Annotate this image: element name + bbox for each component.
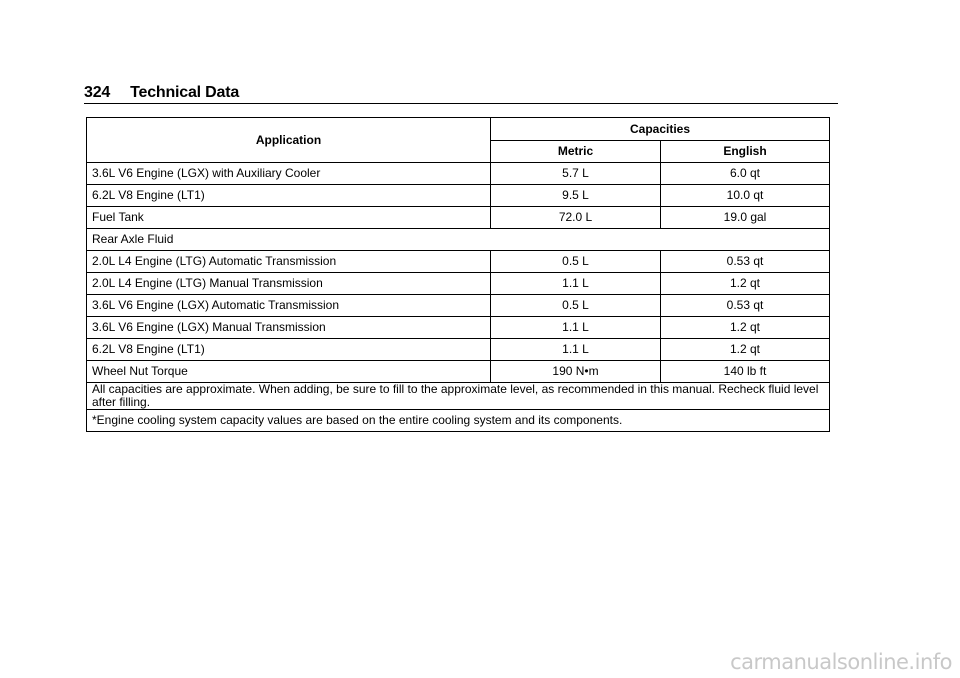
row-label: 3.6L V6 Engine (LGX) Automatic Transmission [87,295,491,317]
english-value: 19.0 gal [661,207,830,229]
section-title: Technical Data [130,84,240,101]
metric-value: 1.1 L [491,317,661,339]
header-application: Application [87,118,491,163]
section-label: Rear Axle Fluid [87,229,830,251]
metric-value: 1.1 L [491,339,661,361]
capacity-note: All capacities are approximate. When adding, be sure to fill to the approximate level, as recommended in this manual. Recheck fluid level after filling. [87,383,830,410]
header-english: English [661,141,830,163]
row-label: 3.6L V6 Engine (LGX) with Auxiliary Cooler [87,163,491,185]
cooling-footnote: *Engine cooling system capacity values are based on the entire cooling system and its components. [87,410,830,432]
table-note-row [87,410,830,432]
table-row [87,295,830,317]
watermark: carmanualsonline.info [730,650,952,674]
english-value: 1.2 qt [661,317,830,339]
row-label: 6.2L V8 Engine (LT1) [87,339,491,361]
table-header-row [87,118,830,141]
table-row [87,163,830,185]
table-section-row [87,229,830,251]
english-value: 0.53 qt [661,251,830,273]
page-header [84,82,838,104]
page-number: 324 [84,84,111,101]
row-label: 6.2L V8 Engine (LT1) [87,185,491,207]
header-metric: Metric [491,141,661,163]
table-body [87,163,830,383]
table-row [87,317,830,339]
english-value: 1.2 qt [661,273,830,295]
metric-value: 0.5 L [491,295,661,317]
table-row [87,339,830,361]
row-label: Fuel Tank [87,207,491,229]
english-value: 10.0 qt [661,185,830,207]
metric-value: 9.5 L [491,185,661,207]
english-value: 6.0 qt [661,163,830,185]
row-label: Wheel Nut Torque [87,361,491,383]
english-value: 0.53 qt [661,295,830,317]
english-value: 1.2 qt [661,339,830,361]
row-label: 3.6L V6 Engine (LGX) Manual Transmission [87,317,491,339]
english-value: 140 lb ft [661,361,830,383]
metric-value: 0.5 L [491,251,661,273]
header-capacities: Capacities [491,118,830,141]
row-label: 2.0L L4 Engine (LTG) Automatic Transmission [87,251,491,273]
table-row [87,273,830,295]
metric-value: 1.1 L [491,273,661,295]
table-row [87,251,830,273]
row-label: 2.0L L4 Engine (LTG) Manual Transmission [87,273,491,295]
metric-value: 72.0 L [491,207,661,229]
table-row [87,207,830,229]
capacities-table [86,117,830,432]
metric-value: 190 N•m [491,361,661,383]
table-note-row [87,383,830,410]
table-row [87,185,830,207]
metric-value: 5.7 L [491,163,661,185]
table-row [87,361,830,383]
